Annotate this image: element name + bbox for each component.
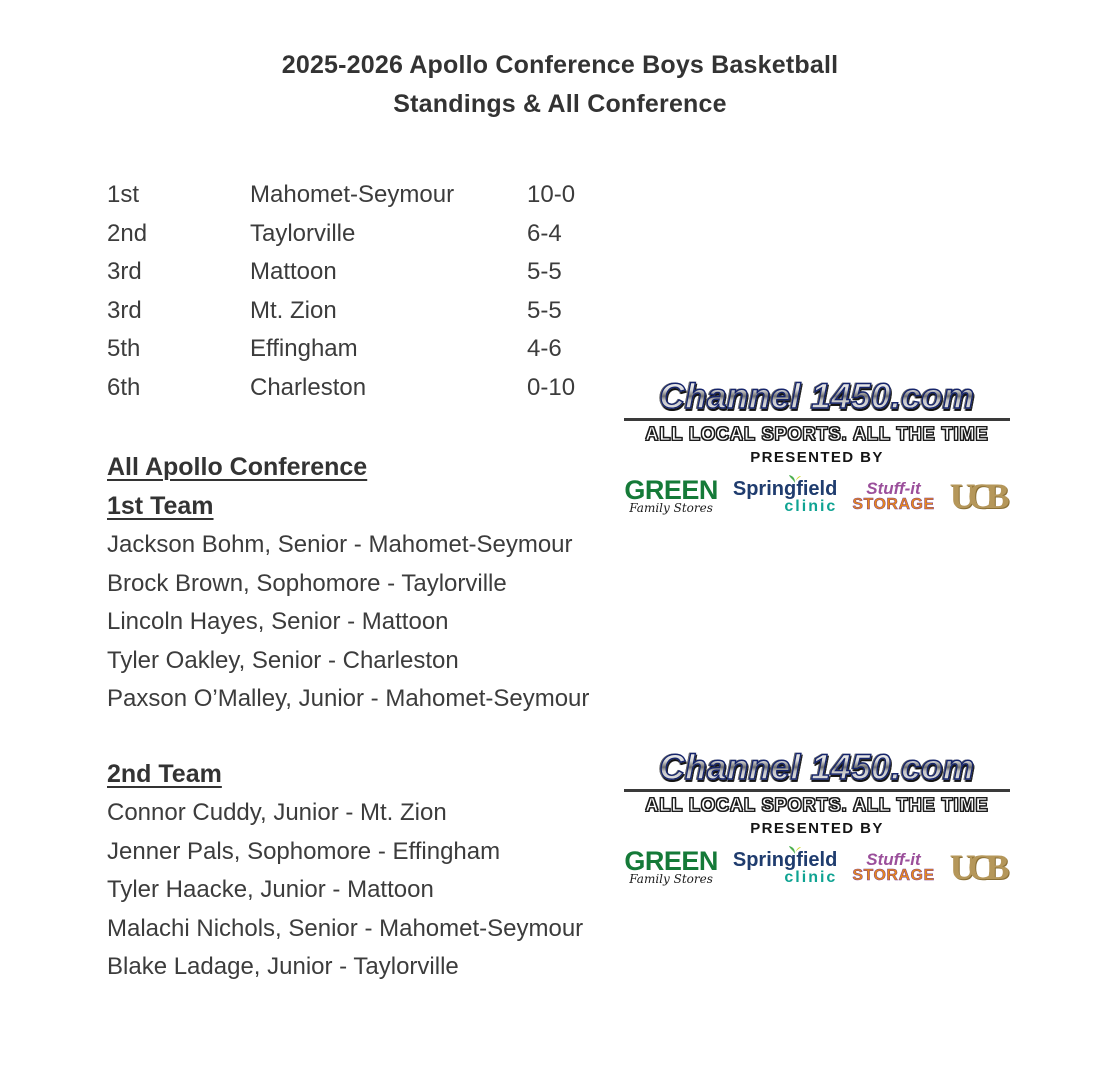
first-team-heading: 1st Team [107,492,214,520]
springfield-logo-text: Springfield [732,477,838,500]
logo-tagline: ALL LOCAL SPORTS. ALL THE TIME [645,795,989,815]
standings-rank: 5th [107,335,141,363]
all-conference-second-team-section [107,755,707,987]
stuffit-logo-line1: Stuff-it [866,849,921,869]
leaf-icon [789,471,801,489]
first-team-player: Paxson O’Malley, Junior - Mahomet-Seymour [107,685,590,713]
standings-team: Taylorville [250,219,356,247]
ucb-logo: UCB [949,476,1002,516]
second-team-heading: 2nd Team [107,760,222,788]
green-logo-text: GREEN [624,474,718,505]
second-team-player: Jenner Pals, Sophomore - Effingham [107,837,501,865]
leaf-icon [789,842,801,860]
all-conference-first-team-section [107,448,707,719]
logo-underline [624,789,1010,792]
clinic-logo-text: clinic [784,497,838,515]
sponsor-logo-row [618,844,1016,890]
standings-rank: 6th [107,373,141,401]
page-title [0,46,1120,124]
standings-record: 10-0 [527,181,576,208]
logo-tagline: ALL LOCAL SPORTS. ALL THE TIME [645,424,989,444]
standings-row [107,253,647,292]
standings-rank: 2nd [107,219,148,247]
standings-record: 5-5 [527,258,562,286]
green-logo-subtext: Family Stores [629,871,713,886]
standings-row [107,330,647,369]
standings-team: Mt. Zion [250,296,337,324]
stuff-it-storage-logo [852,478,935,513]
stuff-it-storage-logo [852,849,935,884]
channel1450-logo: Channel 1450.com [618,377,1016,417]
second-team-player: Blake Ladage, Junior - Taylorville [107,953,459,981]
springfield-clinic-logo [733,850,837,885]
ucb-logo: UCB [949,847,1002,887]
stuffit-logo-line2: STORAGE [852,495,935,513]
standings-record: 5-5 [527,296,562,324]
first-team-player: Lincoln Hayes, Senior - Mattoon [107,608,449,636]
standings-row [107,176,647,215]
title-line-1: 2025-2026 Apollo Conference Boys Basketball [281,51,839,79]
logo-underline [624,418,1010,421]
channel1450-logo: Channel 1450.com [618,748,1016,788]
standings-team: Charleston [250,373,367,401]
green-logo-subtext: Family Stores [629,500,713,515]
green-family-stores-logo [624,845,718,886]
standings-record: 0-10 [527,373,576,401]
standings-record: 4-6 [527,335,562,363]
springfield-clinic-logo [733,479,837,514]
first-team-player: Brock Brown, Sophomore - Taylorville [107,569,507,597]
standings-row [107,215,647,254]
stuffit-logo-line1: Stuff-it [866,478,921,498]
title-line-2: Standings & All Conference [393,90,727,118]
all-conference-heading: All Apollo Conference [107,453,368,481]
standings-team: Mattoon [250,258,337,286]
standings-team: Mahomet-Seymour [250,181,455,208]
standings-team: Effingham [250,335,358,363]
channel1450-logo-block-2 [618,748,1016,890]
stuffit-logo-line2: STORAGE [852,866,935,884]
standings-rank: 1st [107,181,140,208]
green-logo-text: GREEN [624,845,718,876]
standings-row [107,369,647,408]
standings-rank: 3rd [107,258,142,286]
presented-by-label: PRESENTED BY [750,449,884,466]
standings-record: 6-4 [527,219,562,247]
clinic-logo-text: clinic [784,868,838,886]
standings-rank: 3rd [107,296,142,324]
second-team-player: Connor Cuddy, Junior - Mt. Zion [107,799,447,826]
second-team-player: Tyler Haacke, Junior - Mattoon [107,876,434,904]
springfield-logo-text: Springfield [732,848,838,871]
presented-by-label: PRESENTED BY [750,820,884,837]
first-team-player: Tyler Oakley, Senior - Charleston [107,646,459,674]
second-team-player: Malachi Nichols, Senior - Mahomet-Seymour [107,914,584,942]
standings-row [107,292,647,331]
first-team-player: Jackson Bohm, Senior - Mahomet-Seymour [107,531,573,558]
standings-table [107,176,647,408]
